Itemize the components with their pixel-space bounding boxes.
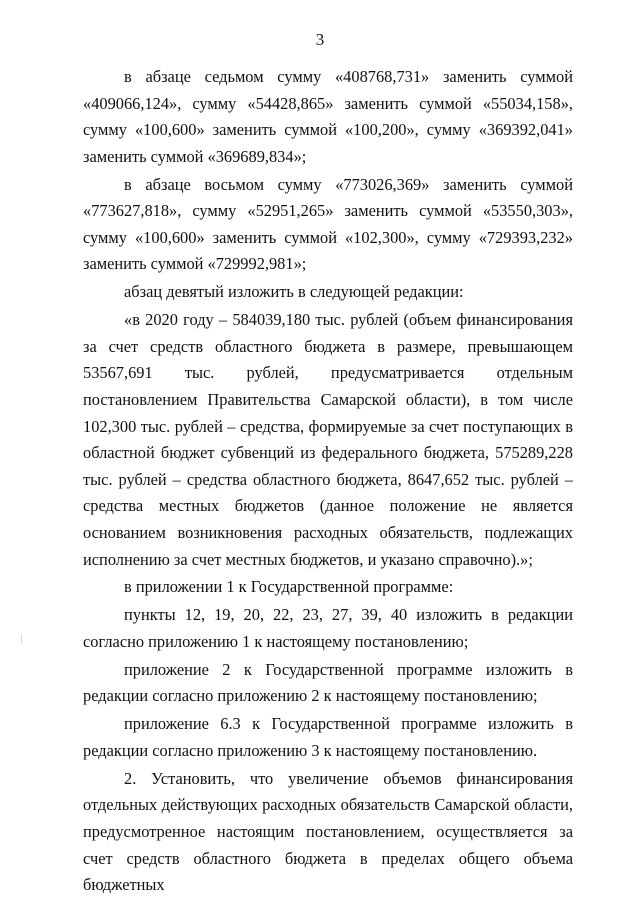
paragraph-ninth-text: «в 2020 году – 584039,180 тыс. рублей (объем финансирования за счет средств областного бюджета в размере, превышающем 53567,691 тыс. рублей, предусматривается отдельным постановлением Правительства Самарской области), в том числе 102,300 тыс. рублей – средства, формируемые за счет поступающих в областной бюджет субвенций из федерального бюджета, 575289,228 тыс. рублей – средства областного бюджета, 8647,652 тыс. рублей – средства местных бюджетов (данное положение не является основанием возникновения расходных обязательств, подлежащих исполнению за счет местных бюджетов, и указано справочно).»; xyxy=(83,310,573,569)
paragraph-appendix-6-3: приложение 6.3 к Государственной программе изложить в редакции согласно приложению 3 к настоящему постановлению. xyxy=(83,714,573,760)
paragraph-appendix-1-intro: в приложении 1 к Государственной программе: xyxy=(124,577,454,597)
document-body xyxy=(83,64,573,899)
paragraph-ninth-intro: абзац девятый изложить в следующей редакции: xyxy=(124,282,464,302)
page-number: 3 xyxy=(315,30,325,49)
paragraph-appendix-2: приложение 2 к Государственной программе изложить в редакции согласно приложению 2 к настоящему постановлению; xyxy=(83,659,573,706)
paragraph-eighth-amendment: в абзаце восьмом сумму «773026,369» заменить суммой «773627,818», сумму «52951,265» заменить суммой «53550,303», сумму «100,600» заменить суммой «102,300», сумму «729393,232» заменить суммой «729992,981»; xyxy=(83,174,573,274)
scan-margin-mark xyxy=(21,634,22,644)
paragraph-appendix-1-items: пункты 12, 19, 20, 22, 23, 27, 39, 40 изложить в редакции согласно приложению 1 к настоящему постановлению; xyxy=(83,605,573,651)
paragraph-seventh-amendment: в абзаце седьмом сумму «408768,731» заменить суммой «409066,124», сумму «54428,865» заменить суммой «55034,158», сумму «100,600» заменить суммой «100,200», сумму «369392,041» заменить суммой «369689,834»; xyxy=(83,67,573,166)
paragraph-section-2: 2. Установить, что увеличение объемов финансирования отдельных действующих расходных обязательств Самарской области, предусмотренное настоящим постановлением, осуществляется за счет средств областного бюджета в пределах общего объема бюджетных xyxy=(83,768,573,895)
